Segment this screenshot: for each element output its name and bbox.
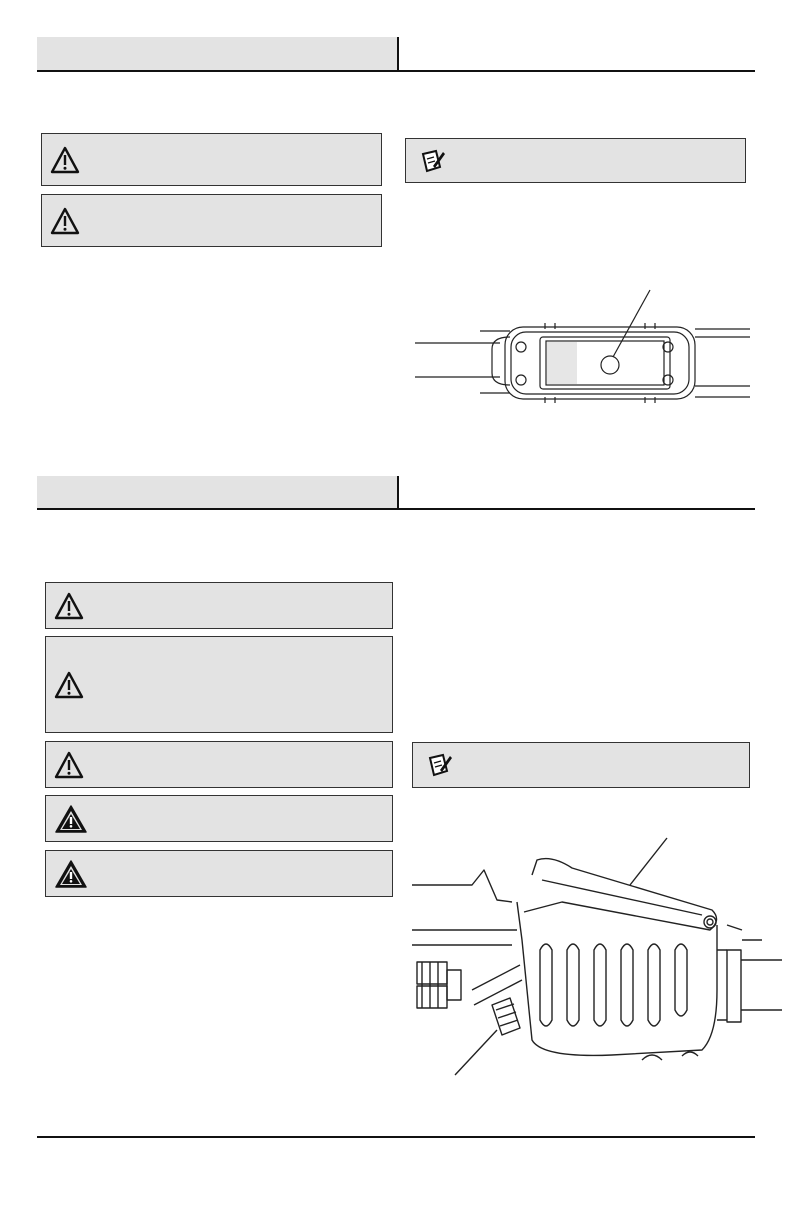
warning-filled-icon xyxy=(54,859,88,889)
warning-box-2 xyxy=(41,194,382,247)
section-1-header-rule xyxy=(37,70,755,72)
section-1-header-divider xyxy=(397,37,399,72)
warning-outline-icon xyxy=(54,671,84,699)
footer-rule xyxy=(37,1136,755,1138)
danger-box-2 xyxy=(45,850,393,897)
warning-box-4 xyxy=(45,636,393,733)
warning-outline-icon xyxy=(50,146,80,174)
spray-gun-handle-illustration xyxy=(412,830,782,1080)
section-2-header-divider xyxy=(397,476,399,510)
note-box-1 xyxy=(405,138,746,183)
warning-box-5 xyxy=(45,741,393,788)
warning-box-3 xyxy=(45,582,393,629)
warning-box-1 xyxy=(41,133,382,186)
note-pencil-icon xyxy=(425,751,453,779)
danger-box-1 xyxy=(45,795,393,842)
note-box-2 xyxy=(412,742,750,788)
note-pencil-icon xyxy=(418,147,446,175)
warning-outline-icon xyxy=(54,751,84,779)
section-2-header-bar xyxy=(37,476,398,509)
warning-outline-icon xyxy=(54,592,84,620)
section-2-header-rule xyxy=(37,508,755,510)
warning-filled-icon xyxy=(54,804,88,834)
warning-outline-icon xyxy=(50,207,80,235)
battery-pack-illustration xyxy=(410,285,760,420)
section-1-header-bar xyxy=(37,37,398,70)
